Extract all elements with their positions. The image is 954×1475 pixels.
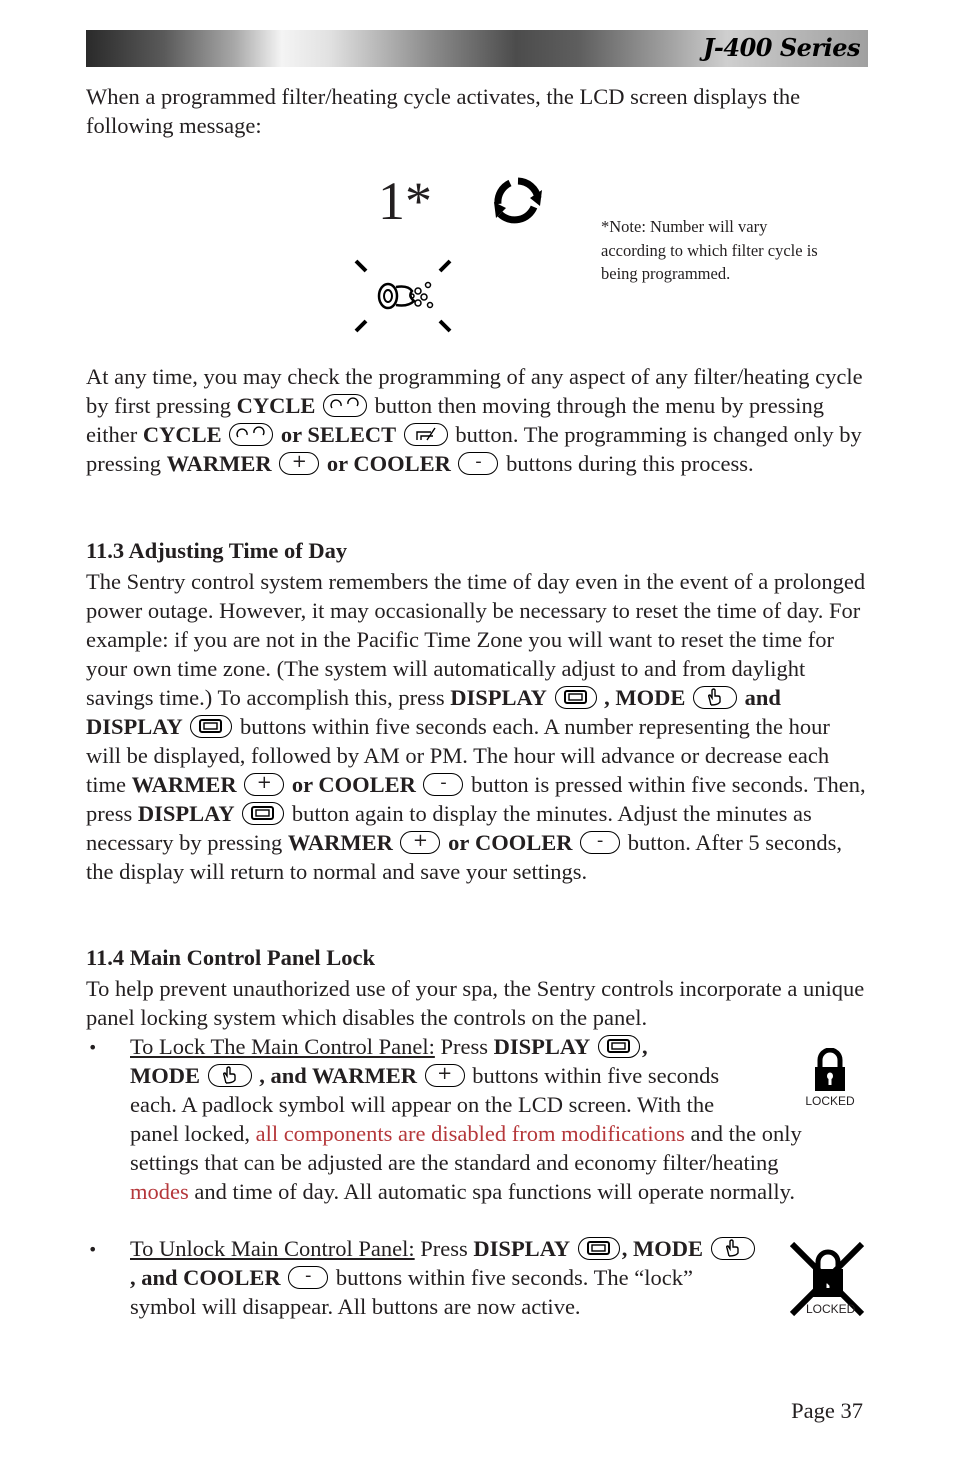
text-run: Press bbox=[440, 1034, 488, 1059]
cooler-label: , and COOLER bbox=[130, 1265, 281, 1290]
padlock-locked-icon bbox=[803, 1048, 857, 1108]
cycle-label: CYCLE bbox=[236, 393, 316, 418]
intro-paragraph: When a programmed filter/heating cycle activates, the LCD screen displays the following message: bbox=[86, 84, 801, 138]
lock-line-3: each. A padlock symbol will appear on the LCD screen. With the bbox=[130, 1092, 715, 1117]
punctuation: , bbox=[641, 1034, 648, 1059]
programming-paragraph bbox=[86, 362, 868, 478]
warmer-label: WARMER bbox=[131, 772, 237, 797]
page-number: Page 37 bbox=[791, 1398, 863, 1423]
panel-lock-intro: To help prevent unauthorized use of your spa, the Sentry controls incorporate a unique panel locking system which disables the controls on the panel. bbox=[86, 976, 865, 1030]
text-run: At any time, you may check the programming of any aspect of any filter/heating cycle by first pressing bbox=[86, 364, 863, 418]
cooler-minus-icon: - bbox=[423, 773, 463, 796]
display-button-icon bbox=[578, 1237, 620, 1260]
lock-line-1 bbox=[130, 1032, 770, 1061]
text-run: button again to display the minutes. Adjust the minutes as necessary by pressing bbox=[86, 801, 812, 855]
highlight-text: all components are disabled from modifications bbox=[255, 1121, 685, 1146]
unlock-line-2 bbox=[130, 1263, 770, 1292]
cooler-label: COOLER bbox=[474, 830, 573, 855]
warmer-plus-icon: + bbox=[279, 452, 319, 475]
series-title: J-400 Series bbox=[703, 33, 860, 62]
display-button-icon bbox=[190, 715, 232, 738]
lock-line-6 bbox=[130, 1177, 870, 1206]
mode-button-icon bbox=[711, 1237, 755, 1260]
text-run: buttons within five seconds. The “lock” bbox=[335, 1265, 693, 1290]
display-label: and DISPLAY bbox=[86, 685, 781, 739]
display-label: DISPLAY bbox=[450, 685, 547, 710]
text-run: buttons within five seconds each. A number representing the hour will be displayed, followed by AM or PM. The hour will advance or decrease each time bbox=[86, 714, 830, 797]
mode-label: MODE bbox=[130, 1063, 200, 1088]
highlight-text: modes bbox=[130, 1179, 189, 1204]
section-heading-panel-lock: 11.4 Main Control Panel Lock bbox=[86, 945, 375, 970]
text-run: buttons during this process. bbox=[506, 451, 754, 476]
text-run: and time of day. All automatic spa functions will operate normally. bbox=[194, 1179, 796, 1204]
mode-button-icon bbox=[693, 686, 737, 709]
header-bar bbox=[86, 30, 868, 67]
text-run: button. After 5 seconds, the display will return to normal and save your settings. bbox=[86, 830, 843, 884]
mode-label: MODE bbox=[633, 1236, 703, 1261]
cycle-arrows-icon bbox=[490, 174, 546, 230]
locked-label: LOCKED bbox=[806, 1302, 856, 1316]
cycle-button-icon bbox=[229, 423, 273, 446]
display-button-icon bbox=[242, 802, 284, 825]
warmer-plus-icon: + bbox=[244, 773, 284, 796]
warmer-label: WARMER bbox=[287, 830, 393, 855]
cooler-minus-icon: - bbox=[458, 452, 498, 475]
unlock-line-1 bbox=[130, 1234, 790, 1263]
padlock-unlocked-icon bbox=[790, 1242, 864, 1318]
text-run: and the only bbox=[690, 1121, 802, 1146]
time-of-day-paragraph bbox=[86, 567, 868, 886]
display-button-icon bbox=[555, 686, 597, 709]
cooler-label: or COOLER bbox=[326, 451, 451, 476]
select-label: or SELECT bbox=[280, 422, 397, 447]
lock-line-5: settings that can be adjusted are the standard and economy filter/heating bbox=[130, 1150, 779, 1175]
text-run: button is pressed within five seconds. Then, press bbox=[86, 772, 866, 826]
text-run: The Sentry control system remembers the time of day even in the event of a prolonged power outage. However, it may occasionally be necessary to reset the time of day. For example: if you are not in the Pacific Time Zone you will want to reset the time for your own time zone. (The system will automatically adjust to and from daylight savings time.) To accomplish this, press bbox=[86, 569, 866, 710]
unlock-line-3: symbol will disappear. All buttons are now active. bbox=[130, 1294, 581, 1319]
warmer-label: , and WARMER bbox=[259, 1063, 417, 1088]
cooler-label: or COOLER bbox=[291, 772, 416, 797]
unlock-instructions-link: To Unlock Main Control Panel: bbox=[130, 1236, 415, 1261]
section-heading-time-of-day: 11.3 Adjusting Time of Day bbox=[86, 538, 348, 563]
text-run: buttons within five seconds bbox=[472, 1063, 720, 1088]
text-run: button. The programming is changed only by pressing bbox=[86, 422, 862, 476]
lcd-note: *Note: Number will vary according to which filter cycle is being programmed. bbox=[601, 217, 818, 283]
lcd-cycle-number: 1* bbox=[378, 171, 432, 231]
select-button-icon bbox=[404, 423, 448, 446]
cooler-minus-icon: - bbox=[580, 831, 620, 854]
text-run: Press bbox=[420, 1236, 468, 1261]
display-label: DISPLAY bbox=[473, 1236, 571, 1261]
cooler-minus-icon: - bbox=[288, 1266, 328, 1289]
bullet: • bbox=[88, 1038, 98, 1057]
locked-label: LOCKED bbox=[805, 1094, 855, 1108]
lock-line-4 bbox=[130, 1119, 870, 1148]
cycle-label: CYCLE bbox=[142, 422, 222, 447]
or-label: or bbox=[448, 830, 470, 855]
lock-instructions-link: To Lock The Main Control Panel: bbox=[130, 1034, 435, 1059]
display-label: DISPLAY bbox=[493, 1034, 591, 1059]
mode-button-icon bbox=[208, 1064, 252, 1087]
bullet: • bbox=[88, 1240, 98, 1259]
lock-line-2 bbox=[130, 1061, 770, 1090]
warmer-plus-icon: + bbox=[400, 831, 440, 854]
display-label: DISPLAY bbox=[137, 801, 235, 826]
cycle-button-icon bbox=[323, 394, 367, 417]
display-button-icon bbox=[598, 1035, 640, 1058]
text-run: button then moving through the menu by pressing either bbox=[86, 393, 824, 447]
punctuation: , bbox=[621, 1236, 628, 1261]
punctuation: , bbox=[604, 685, 610, 710]
warmer-label: WARMER bbox=[166, 451, 272, 476]
text-run: panel locked, bbox=[130, 1121, 250, 1146]
filter-jet-icon bbox=[350, 255, 458, 337]
warmer-plus-icon: + bbox=[425, 1064, 465, 1087]
mode-label: MODE bbox=[615, 685, 686, 710]
